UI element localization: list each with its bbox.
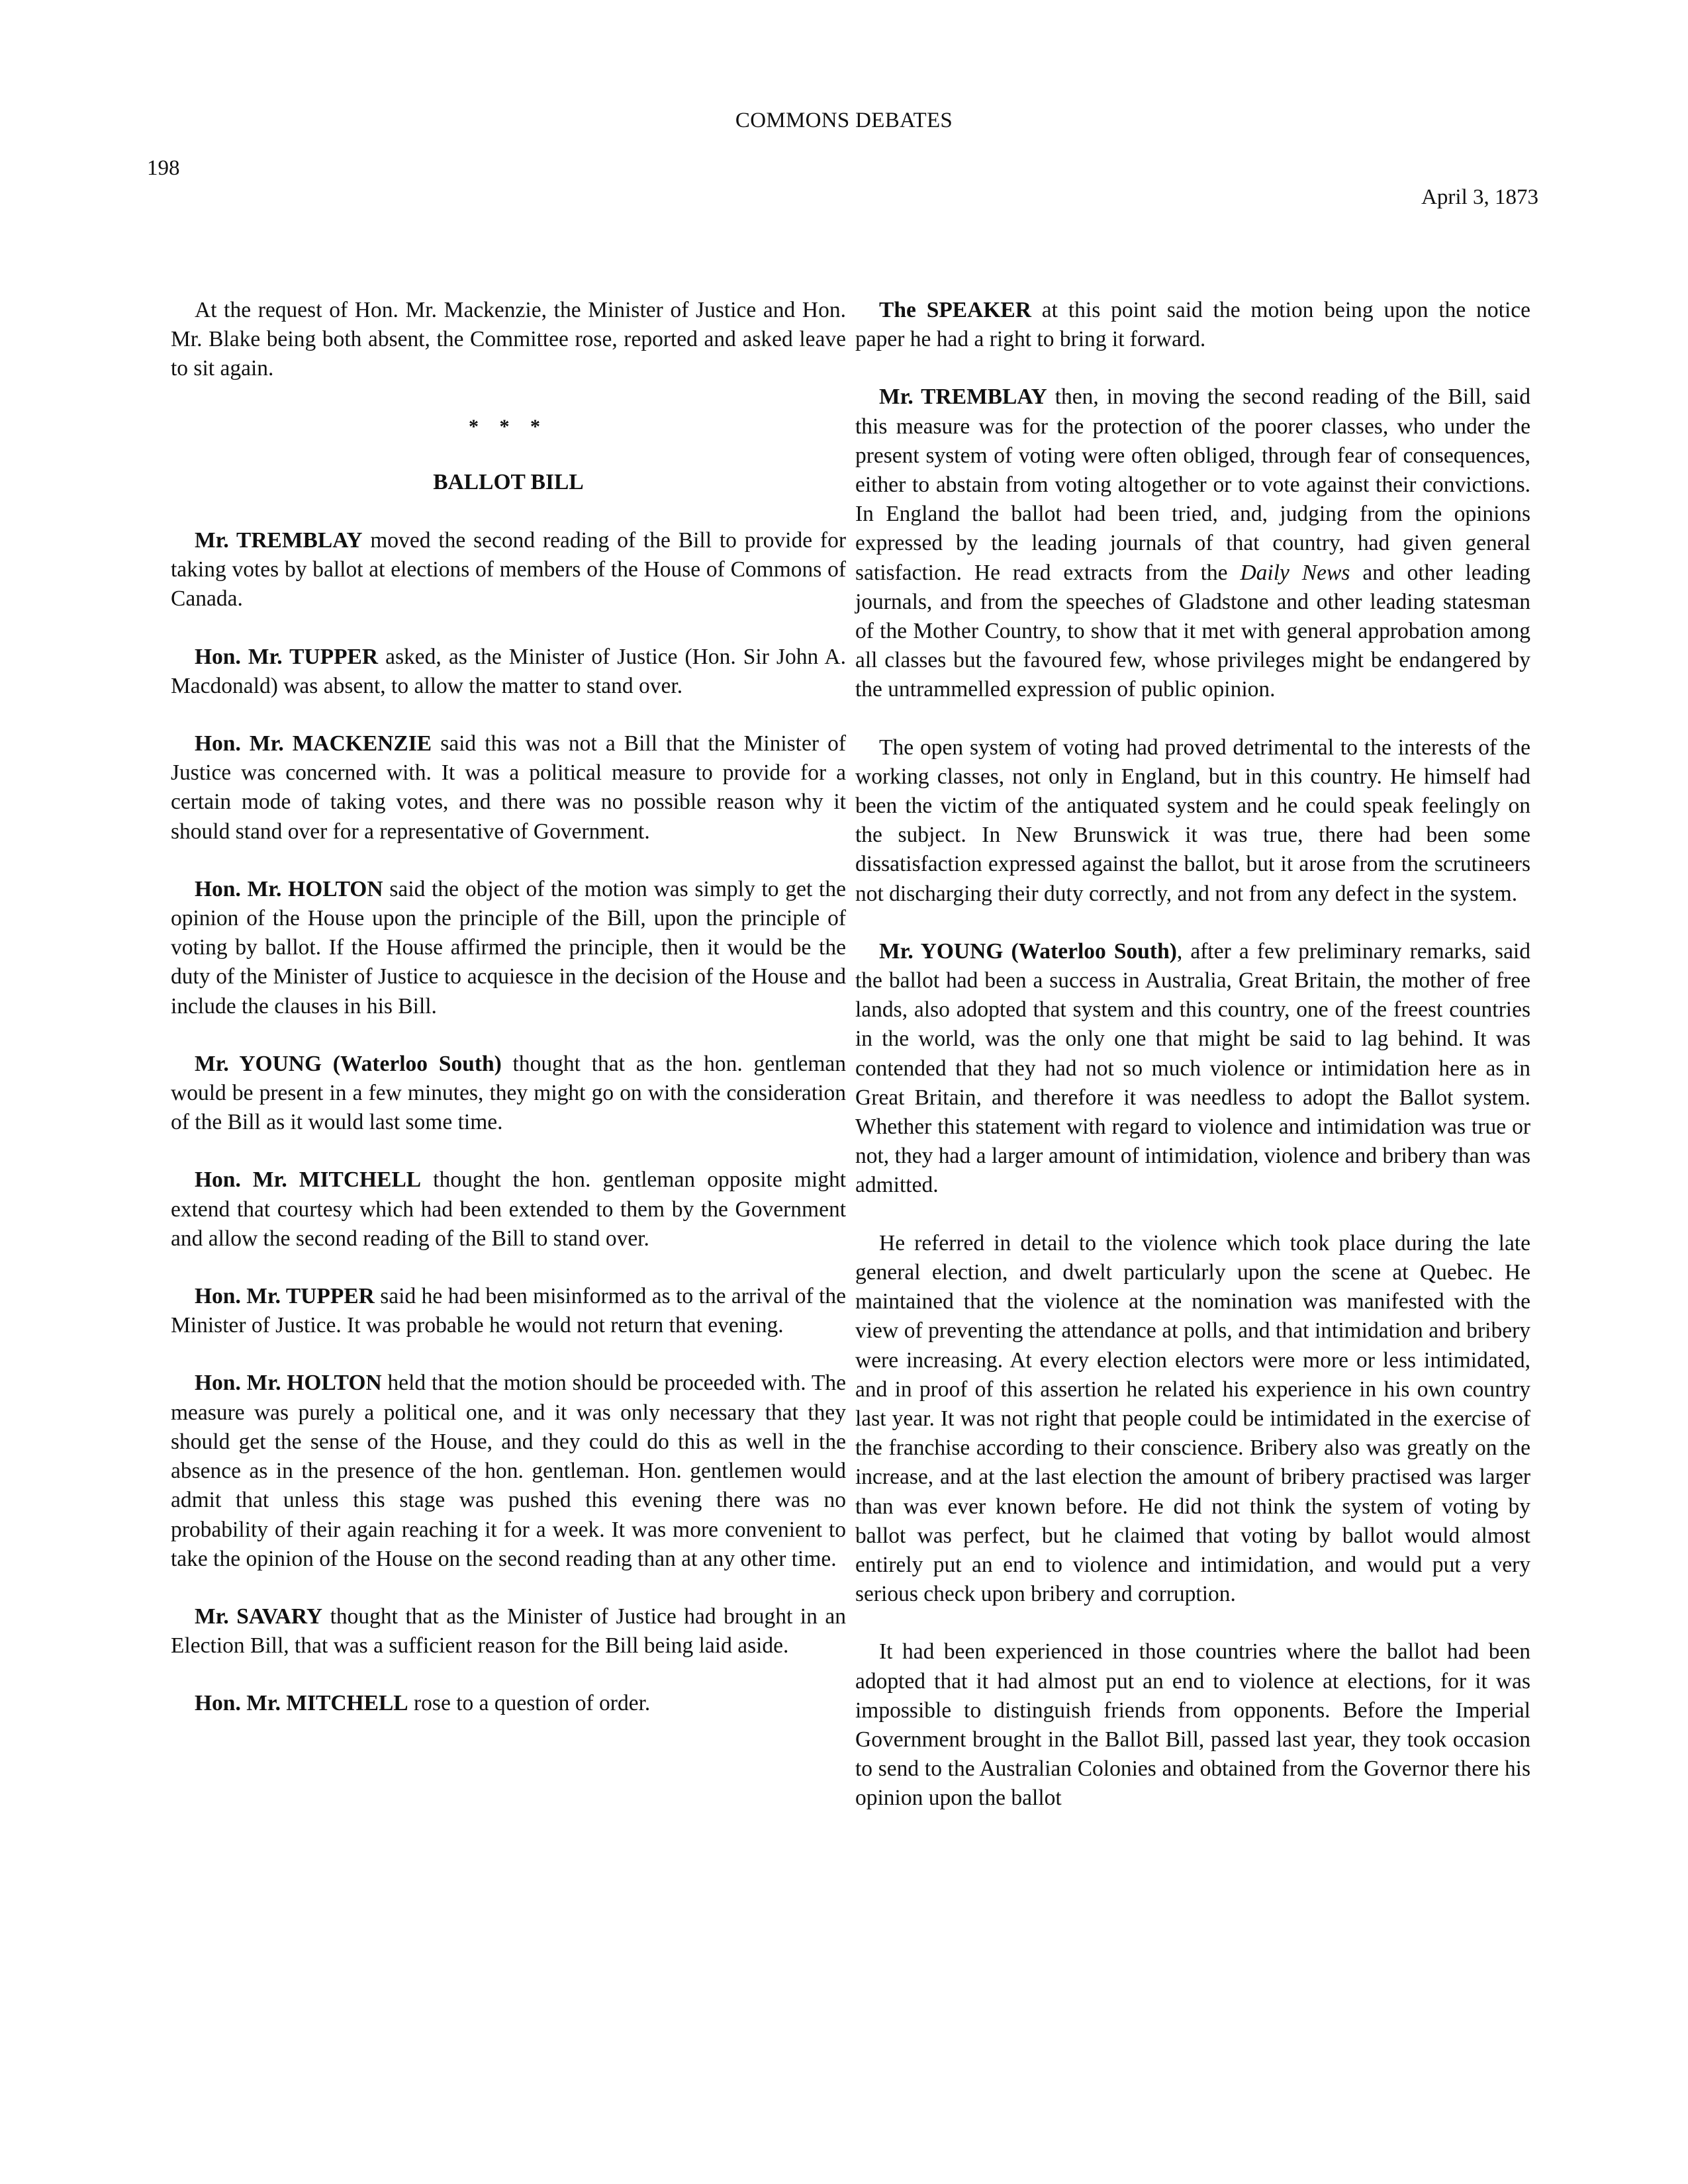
- speech-text: , after a few preliminary remarks, said the ballot had been a success in Australia, Great Britain, the mother of free lands, also adopted that system and this country, one of the freest countries in the world, was the only one that might be said to lag behind. It was contended that they had not so much violence or intimidation here as in Great Britain, and therefore it was needless to adopt the Ballot system. Whether this statement with regard to violence and intimidation was true or not, they had a larger amount of intimidation, violence and bribery than was admitted.: [855, 938, 1530, 1198]
- speech-text: at this point said the motion being upon the notice paper he had a right to bring it forward.: [855, 298, 1530, 352]
- speech-text: said this was not a Bill that the Minister of Justice was concerned with. It was a political measure to provide for a certain mode of taking votes, and there was no possible reason why it should stand over for a representative of Government.: [171, 731, 846, 844]
- speech-paragraph: [171, 643, 846, 701]
- speaker-name: Hon. Mr. HOLTON: [195, 876, 383, 901]
- speech-text: moved the second reading of the Bill to provide for taking votes by ballot at elections of members of the House of Commons of Canada.: [171, 528, 846, 612]
- speech-text: thought the hon. gentleman opposite might extend that courtesy which had been extended to them by the Government and allow the second reading of the Bill to stand over.: [171, 1167, 847, 1251]
- speech-paragraph: [855, 383, 1530, 704]
- speech-paragraph: [171, 729, 846, 846]
- speaker-name: Hon. Mr. TUPPER: [195, 644, 379, 669]
- speech-paragraph: [171, 1282, 846, 1340]
- speech-paragraph: It had been experienced in those countries where the ballot had been adopted that it had almost put an end to violence at elections, for it was impossible to distinguish friends from opponents. Before the Imperial Government brought in the Ballot Bill, passed last year, they took occasion to send to the Australian Colonies and obtained from the Governor there his opinion upon the ballot: [855, 1639, 1530, 1811]
- speaker-name: Mr. YOUNG (Waterloo South): [195, 1051, 502, 1076]
- speech-text: held that the motion should be proceeded with. The measure was purely a political one, and it was only necessary that they should get the sense of the House, and they could do this as well in the absence as in the presence of the hon. gentleman. Hon. gentlemen would admit that unless this stage was pushed this evening there was no probability of their again reaching it for a week. It was more convenient to take the opinion of the House on the second reading than at any other time.: [171, 1371, 846, 1571]
- speaker-name: Hon. Mr. HOLTON: [195, 1371, 382, 1396]
- speaker-name: Hon. Mr. TUPPER: [195, 1284, 375, 1309]
- running-head: COMMONS DEBATES: [735, 109, 953, 132]
- speech-paragraph: [171, 1165, 846, 1253]
- speech-text: asked, as the Minister of Justice (Hon. Sir John A. Macdonald) was absent, to allow the matter to stand over.: [171, 644, 846, 698]
- speech-paragraph: He referred in detail to the violence which took place during the late general election, and dwelt particularly upon the scene at Quebec. He maintained that the violence at the nomination was manifested with the view of preventing the attendance at polls, and that intimidation and bribery were increasing. At every election electors were more or less intimidated, and in proof of this assertion he related his experience in his own country last year. It was not right that people could be intimidated in the exercise of the franchise according to their conscience. Bribery also was greatly on the increase, and at the last election the amount of bribery practised was larger than was ever known before. He did not think the system of voting by ballot was perfect, but he claimed that voting by ballot would almost entirely put an end to violence and intimidation, and would put a very serious check upon bribery and corruption.: [855, 1230, 1530, 1607]
- speech-paragraph: [171, 1689, 846, 1718]
- speaker-name: Hon. Mr. MACKENZIE: [195, 731, 432, 756]
- speech-paragraph: [171, 526, 846, 614]
- section-heading: BALLOT BILL: [433, 469, 584, 494]
- speech-text: and other leading journals, and from the speeches of Gladstone and other leading statesman of the Mother Country, to show that it met with general approbation among all classes but the favoured few, whose privileges might be endangered by the untrammelled expression of public opinion.: [855, 560, 1530, 702]
- speech-paragraph: [171, 875, 846, 1021]
- right-column: [855, 296, 1530, 1842]
- speech-paragraph: The open system of voting had proved detrimental to the interests of the working classes, not only in England, but in this country. He himself had been the victim of the antiquated system and he could speak feelingly on the subject. In New Brunswick it was true, there had been some dissatisfaction expressed against the ballot, but it arose from the scrutineers not discharging their duty correctly, and not from any defect in the system.: [855, 735, 1530, 906]
- speaker-name: Hon. Mr. MITCHELL: [195, 1167, 422, 1193]
- section-separator: * * *: [469, 415, 548, 437]
- speech-paragraph: [171, 1050, 846, 1138]
- speech-paragraph: [171, 1602, 846, 1661]
- speaker-name: Mr. TREMBLAY: [195, 528, 363, 553]
- speaker-name: Mr. YOUNG (Waterloo South): [879, 938, 1177, 964]
- speaker-name: Mr. SAVARY: [195, 1604, 323, 1629]
- speech-text: rose to a question of order.: [408, 1691, 651, 1716]
- speech-text: then, in moving the second reading of the Bill, said this measure was for the protection of the poorer classes, who under the present system of voting were often obliged, through fear of consequences, either to abstain from voting altogether or to vote against their convictions. In England the ballot had been tried, and, judging from the opinions expressed by the leading journals of that country, had given general satisfaction. He read extracts from the: [855, 385, 1530, 585]
- speech-text: thought that as the hon. gentleman would be present in a few minutes, they might go on with the consideration of the Bill as it would last some time.: [171, 1051, 847, 1135]
- left-column: [171, 296, 846, 1747]
- page-date: April 3, 1873: [1421, 185, 1538, 209]
- speech-text: said he had been misinformed as to the arrival of the Minister of Justice. It was probable he would not return that evening.: [171, 1284, 846, 1338]
- speech-paragraph: [171, 1369, 846, 1573]
- speaker-name: Mr. TREMBLAY: [879, 385, 1047, 410]
- speech-paragraph: [855, 937, 1530, 1201]
- speech-paragraph: [855, 296, 1530, 354]
- speech-text: thought that as the Minister of Justice had brought in an Election Bill, that was a sufficient reason for the Bill being laid aside.: [171, 1604, 846, 1659]
- speaker-name: Hon. Mr. MITCHELL: [195, 1691, 408, 1716]
- newspaper-title: Daily News: [1240, 560, 1350, 585]
- speech-text: said the object of the motion was simply to get the opinion of the House upon the principle of the Bill, upon the principle of voting by ballot. If the House affirmed the principle, then it would be the duty of the Minister of Justice to acquiesce in the decision of the House and include the clauses in his Bill.: [171, 876, 846, 1019]
- intro-paragraph: At the request of Hon. Mr. Mackenzie, the Minister of Justice and Hon. Mr. Blake being both absent, the Committee rose, reported and asked leave to sit again.: [171, 298, 846, 381]
- speaker-name: The SPEAKER: [879, 298, 1031, 322]
- page-number: 198: [147, 156, 180, 180]
